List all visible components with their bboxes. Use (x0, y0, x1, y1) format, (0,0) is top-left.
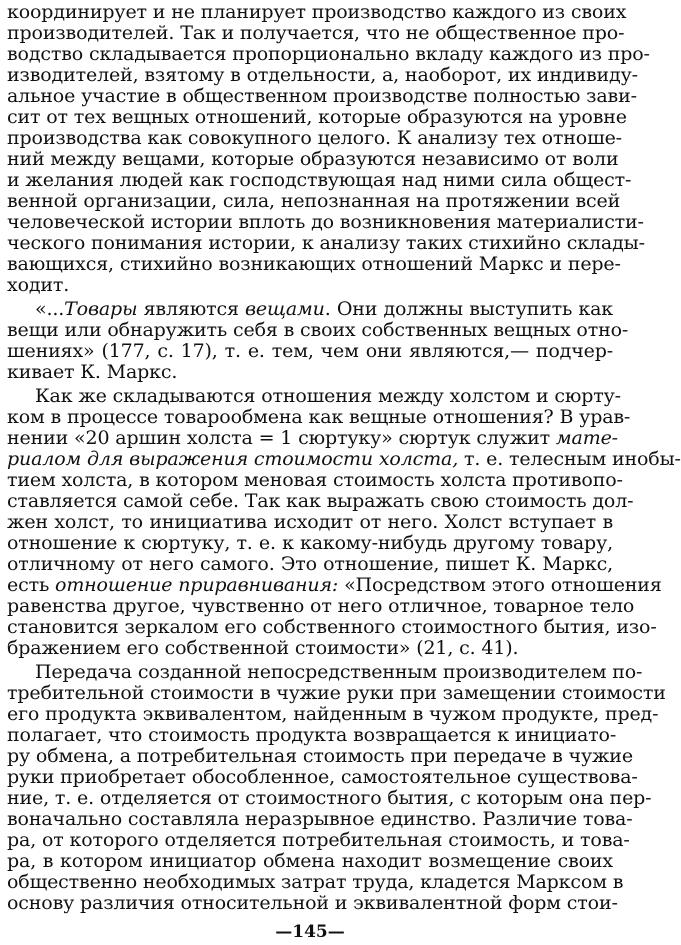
text-line: риалом для выражения стоимости холста, т. е. телесным инобы- (7, 448, 681, 470)
text-line: общественно необходимых затрат труда, кладется Марксом в (7, 871, 624, 893)
text-line: ра, от которого отделяется потребительная стоимость, и това- (7, 829, 630, 851)
text-line: тием холста, в котором меновая стоимость холста противопо- (7, 469, 623, 491)
text-line: нении «20 аршин холста = 1 сюртуку» сюртук служит мате- (7, 427, 618, 449)
paragraph (7, 1, 650, 296)
text-line: есть отношение приравнивания: «Посредством этого отношения (7, 574, 662, 596)
text-line: изводителей, взятому в отдельности, а, наоборот, их индивиду- (7, 64, 638, 86)
text-line: отличному от него самого. Это отношение, пишет К. Маркс, (7, 553, 613, 575)
text-line: Передача созданной непосредственным производителем по- (35, 661, 643, 683)
text-line: производства как совокупного целого. К анализу тех отноше- (7, 127, 622, 149)
text-line: вещи или обнаружить себя в своих собственных вещных отно- (7, 319, 629, 341)
text-line: основу различия относительной и эквивалентной форм стои- (7, 892, 618, 914)
text-line: его продукта эквивалентом, найденным в чужом продукте, пред- (7, 703, 659, 725)
text-line: Как же складываются отношения между холстом и сюрту- (35, 385, 621, 407)
text-line: требительной стоимости в чужие руки при замещении стоимости (7, 682, 666, 704)
text-line: полагает, что стоимость продукта возвращается к инициато- (7, 724, 617, 746)
text-line: вающихся, стихийно возникающих отношений Маркс и пере- (7, 253, 621, 275)
text-line: водство складывается пропорционально вкладу каждого из про- (7, 43, 650, 65)
page-number: —145— (275, 922, 345, 942)
text-line: и желания людей как господствующая над ними сила общест- (7, 169, 632, 191)
text-line: шениях» (177, с. 17), т. е. тем, чем они являются,— подчер- (7, 340, 613, 362)
text-line: ру обмена, а потребительная стоимость при передаче в чужие (7, 745, 633, 767)
text-line: бражением его собственной стоимости» (21, с. 41). (7, 637, 519, 659)
text-line: отношение к сюртуку, т. е. к какому-нибудь другому товару, (7, 532, 613, 554)
text-line: производителей. Так и получается, что не общественное про- (7, 22, 625, 44)
paragraph (7, 298, 629, 383)
text-line: ние, т. е. отделяется от стоимостного бытия, с которым она пер- (7, 787, 652, 809)
text-line: ческого понимания истории, к анализу таких стихийно склады- (7, 232, 645, 254)
text-line: ра, в котором инициатор обмена находит возмещение своих (7, 850, 613, 872)
text-line: ставляется самой себе. Так как выражать свою стоимость дол- (7, 490, 634, 512)
text-line: человеческой истории вплоть до возникновения материалисти- (7, 211, 644, 233)
text-line: руки приобретает обособленное, самостоятельное существова- (7, 766, 638, 788)
text-body (7, 1, 681, 914)
text-line: альное участие в общественном производстве полностью зави- (7, 85, 637, 107)
text-line: жен холст, то инициатива исходит от него. Холст вступает в (7, 511, 613, 533)
text-line: воначально составляла неразрывное единство. Различие това- (7, 808, 633, 830)
text-line: сит от тех вещных отношений, которые образуются на уровне (7, 106, 627, 128)
text-line: «...Товары являются вещами. Они должны выступить как (35, 298, 614, 320)
text-line: ком в процессе товарообмена как вещные отношения? В урав- (7, 406, 631, 428)
text-line: равенства другое, чувственно от него отличное, товарное тело (7, 595, 635, 617)
text-line: ходит. (7, 274, 70, 296)
text-line: становится зеркалом его собственного стоимостного бытия, изо- (7, 616, 657, 638)
text-line: координирует и не планирует производство каждого из своих (7, 1, 627, 23)
text-line: ний между вещами, которые образуются независимо от воли (7, 148, 619, 170)
paragraph (7, 385, 681, 659)
text-line: кивает К. Маркс. (7, 361, 178, 383)
text-line: венной организации, сила, непознанная на протяжении всей (7, 190, 621, 212)
paragraph (7, 661, 666, 914)
